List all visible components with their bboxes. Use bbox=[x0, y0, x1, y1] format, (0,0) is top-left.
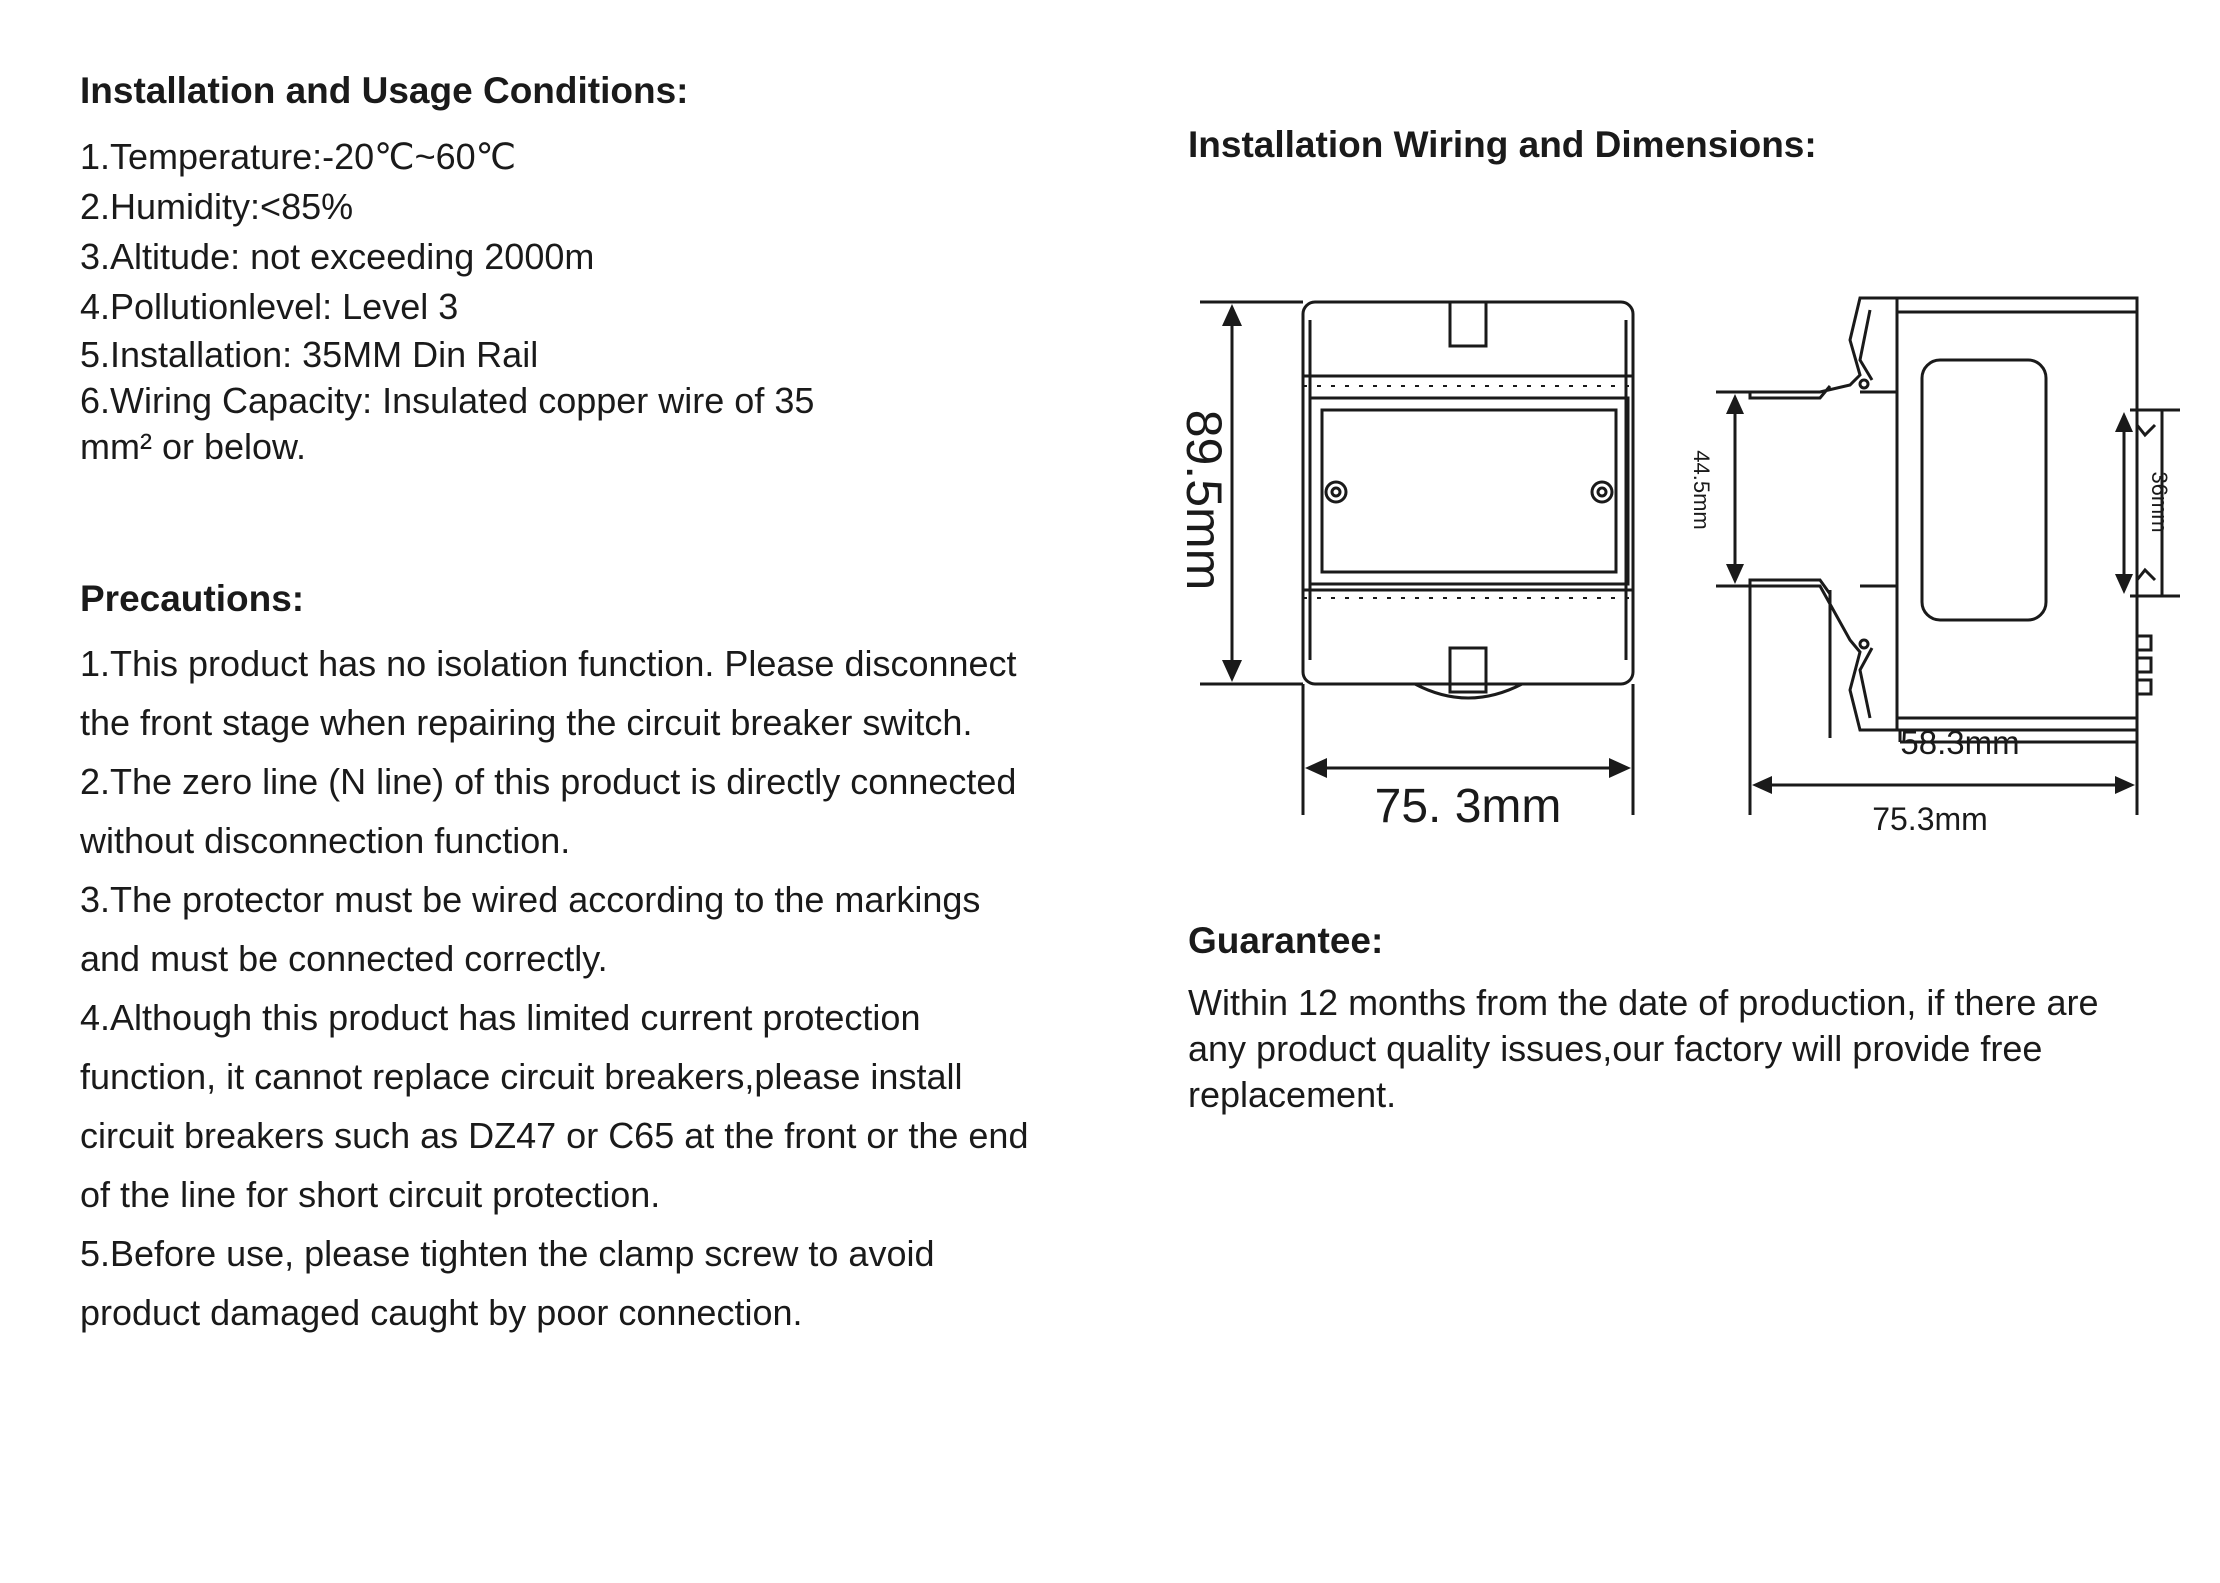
list-item: circuit breakers such as DZ47 or C65 at the front or the end bbox=[80, 1115, 1029, 1156]
list-item: 4.Although this product has limited current protection bbox=[80, 997, 921, 1038]
list-item: 6.Wiring Capacity: Insulated copper wire of 35 bbox=[80, 380, 815, 421]
side-inner-height-label: 44.5mm bbox=[1689, 450, 1715, 530]
list-item: mm² or below. bbox=[80, 426, 307, 467]
list-item: 2.The zero line (N line) of this product is directly connected bbox=[80, 761, 1017, 802]
list-item: function, it cannot replace circuit breakers,please install bbox=[80, 1056, 963, 1097]
terminal-window-outer bbox=[1310, 398, 1628, 584]
list-item: 5.Installation: 35MM Din Rail bbox=[80, 334, 539, 375]
list-item: 2.Humidity:<85% bbox=[80, 186, 354, 227]
list-item: 1.This product has no isolation function. Please disconnect bbox=[80, 643, 1017, 684]
front-width-label: 75. 3mm bbox=[1374, 780, 1562, 833]
list-item: 3.Altitude: not exceeding 2000m bbox=[80, 236, 595, 277]
front-view bbox=[1303, 302, 1633, 698]
precautions-heading: Precautions: bbox=[80, 578, 305, 619]
side-inner-height-dimension bbox=[1716, 392, 1755, 586]
list-item: the front stage when repairing the circuit breaker switch. bbox=[80, 702, 973, 743]
list-item: and must be connected correctly. bbox=[80, 938, 608, 979]
guarantee-line: any product quality issues,our factory will provide free bbox=[1188, 1028, 2043, 1069]
list-item: 4.Pollutionlevel: Level 3 bbox=[80, 286, 459, 327]
top-tab bbox=[1450, 302, 1486, 346]
front-housing-outline bbox=[1303, 302, 1633, 684]
conditions-list bbox=[80, 132, 814, 470]
list-item: 5.Before use, please tighten the clamp screw to avoid bbox=[80, 1233, 935, 1274]
side-view bbox=[1750, 298, 2162, 742]
front-height-label: 89.5mm bbox=[1175, 409, 1232, 591]
list-item: product damaged caught by poor connection. bbox=[80, 1292, 803, 1333]
side-depth-label: 58.3mm bbox=[1900, 724, 2020, 761]
guarantee-heading: Guarantee: bbox=[1188, 920, 1384, 961]
wiring-heading: Installation Wiring and Dimensions: bbox=[1188, 124, 1817, 165]
conditions-heading: Installation and Usage Conditions: bbox=[80, 70, 689, 111]
left-screw bbox=[1326, 482, 1346, 502]
list-item: 3.The protector must be wired according to the markings bbox=[80, 879, 981, 920]
dimension-diagram bbox=[1160, 280, 2180, 860]
right-screw bbox=[1592, 482, 1612, 502]
guarantee-line: replacement. bbox=[1188, 1074, 1397, 1115]
side-window bbox=[1922, 360, 2046, 620]
side-total-width-label: 75.3mm bbox=[1872, 801, 1988, 837]
precautions-list bbox=[80, 634, 1028, 1342]
guarantee-text bbox=[1188, 980, 2098, 1118]
list-item: 1.Temperature:-20℃~60℃ bbox=[80, 136, 517, 177]
side-rail-height-label: 36mm bbox=[2147, 471, 2173, 533]
list-item: without disconnection function. bbox=[80, 820, 571, 861]
guarantee-line: Within 12 months from the date of production, if there are bbox=[1188, 982, 2099, 1023]
list-item: of the line for short circuit protection. bbox=[80, 1174, 661, 1215]
terminal-window-inner bbox=[1322, 410, 1616, 572]
